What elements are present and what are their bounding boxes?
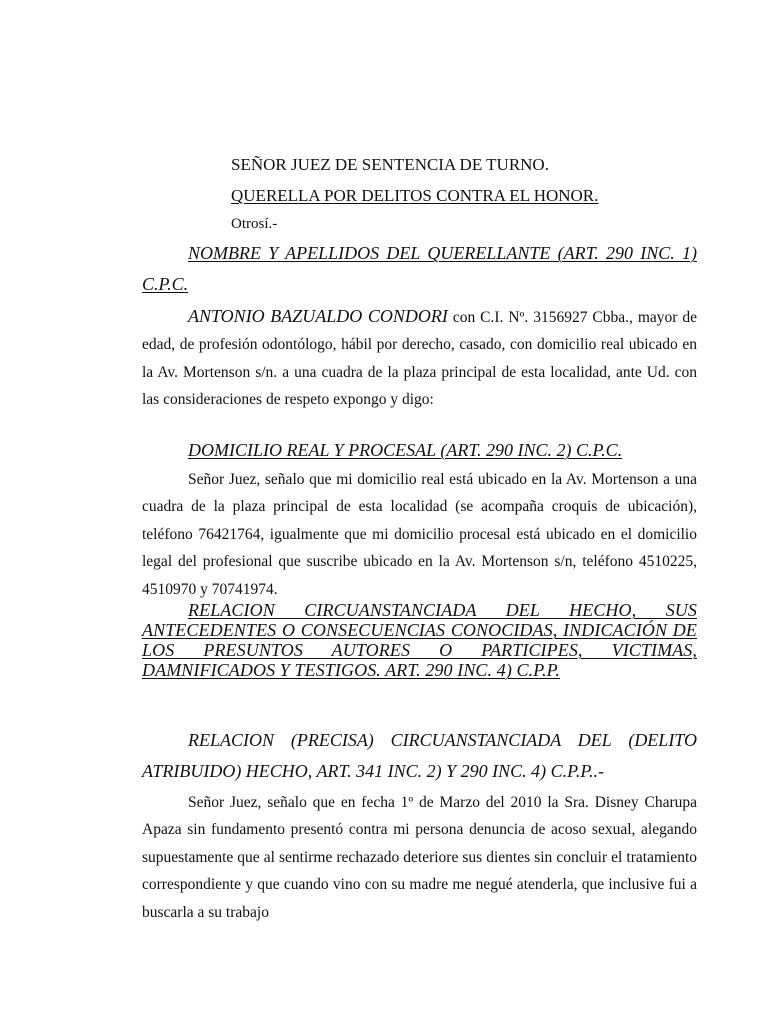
section-facts	[142, 600, 697, 680]
plaintiff-name: ANTONIO BAZUALDO CONDORI	[188, 306, 448, 326]
section-precise-facts	[142, 725, 697, 926]
plaintiff-details: con C.I. Nº. 3156927 Cbba., mayor de edad, de profesión odontólogo, hábil por derecho, casado, con domicilio real ubicado en la Av. Mortenson s/n. a una cuadra de la plaza principal de esta localidad, ante Ud. con las consideraciones de respeto expongo y digo:	[142, 309, 698, 409]
domicile-paragraph: Señor Juez, señalo que mi domicilio real está ubicado en la Av. Mortenson a una cuadra de la plaza principal de esta localidad (se acompaña croquis de ubicación), teléfono 76421764, igualmente que mi domicilio procesal está ubicado en el domicilio legal del profesional que suscribe ubicado en la Av. Mortenson s/n, teléfono 4510225, 4510970 y 70741974.	[142, 471, 697, 598]
section-title-plaintiff: NOMBRE Y APELLIDOS DEL QUERELLANTE (ART. 290 INC. 1) C.P.C.	[142, 243, 697, 294]
otrosi-label: Otrosí.-	[231, 216, 278, 232]
section-domicile	[142, 435, 697, 603]
section-title-precise-facts: RELACION (PRECISA) CIRCUANSTANCIADA DEL (DELITO ATRIBUIDO) HECHO, ART. 341 INC. 2) Y 290 INC. 4) C.P.P..-	[142, 730, 697, 781]
plaintiff-paragraph	[142, 303, 697, 414]
document-subject: QUERELLA POR DELITOS CONTRA EL HONOR.	[231, 186, 599, 205]
court-addressee: SEÑOR JUEZ DE SENTENCIA DE TURNO.	[231, 155, 549, 174]
section-plaintiff	[142, 238, 697, 414]
section-title-domicile: DOMICILIO REAL Y PROCESAL (ART. 290 INC. 2) C.P.C.	[188, 440, 623, 460]
section-title-facts: RELACION CIRCUANSTANCIADA DEL HECHO, SUS ANTECEDENTES O CONSECUENCIAS CONOCIDAS, INDICACIÓN DE LOS PRESUNTOS AUTORES O PARTICIPES, VICTIMAS, DAMNIFICADOS Y TESTIGOS. ART. 290 INC. 4) C.P.P.	[142, 600, 697, 680]
facts-paragraph: Señor Juez, señalo que en fecha 1º de Marzo del 2010 la Sra. Disney Charupa Apaza sin fundamento presentó contra mi persona denuncia de acoso sexual, alegando supuestamente que al sentirme rechazado deteriore sus dientes sin concluir el tratamiento correspondiente y que cuando vino con su madre me negué atenderla, que inclusive fui a buscarla a su trabajo	[142, 794, 697, 921]
